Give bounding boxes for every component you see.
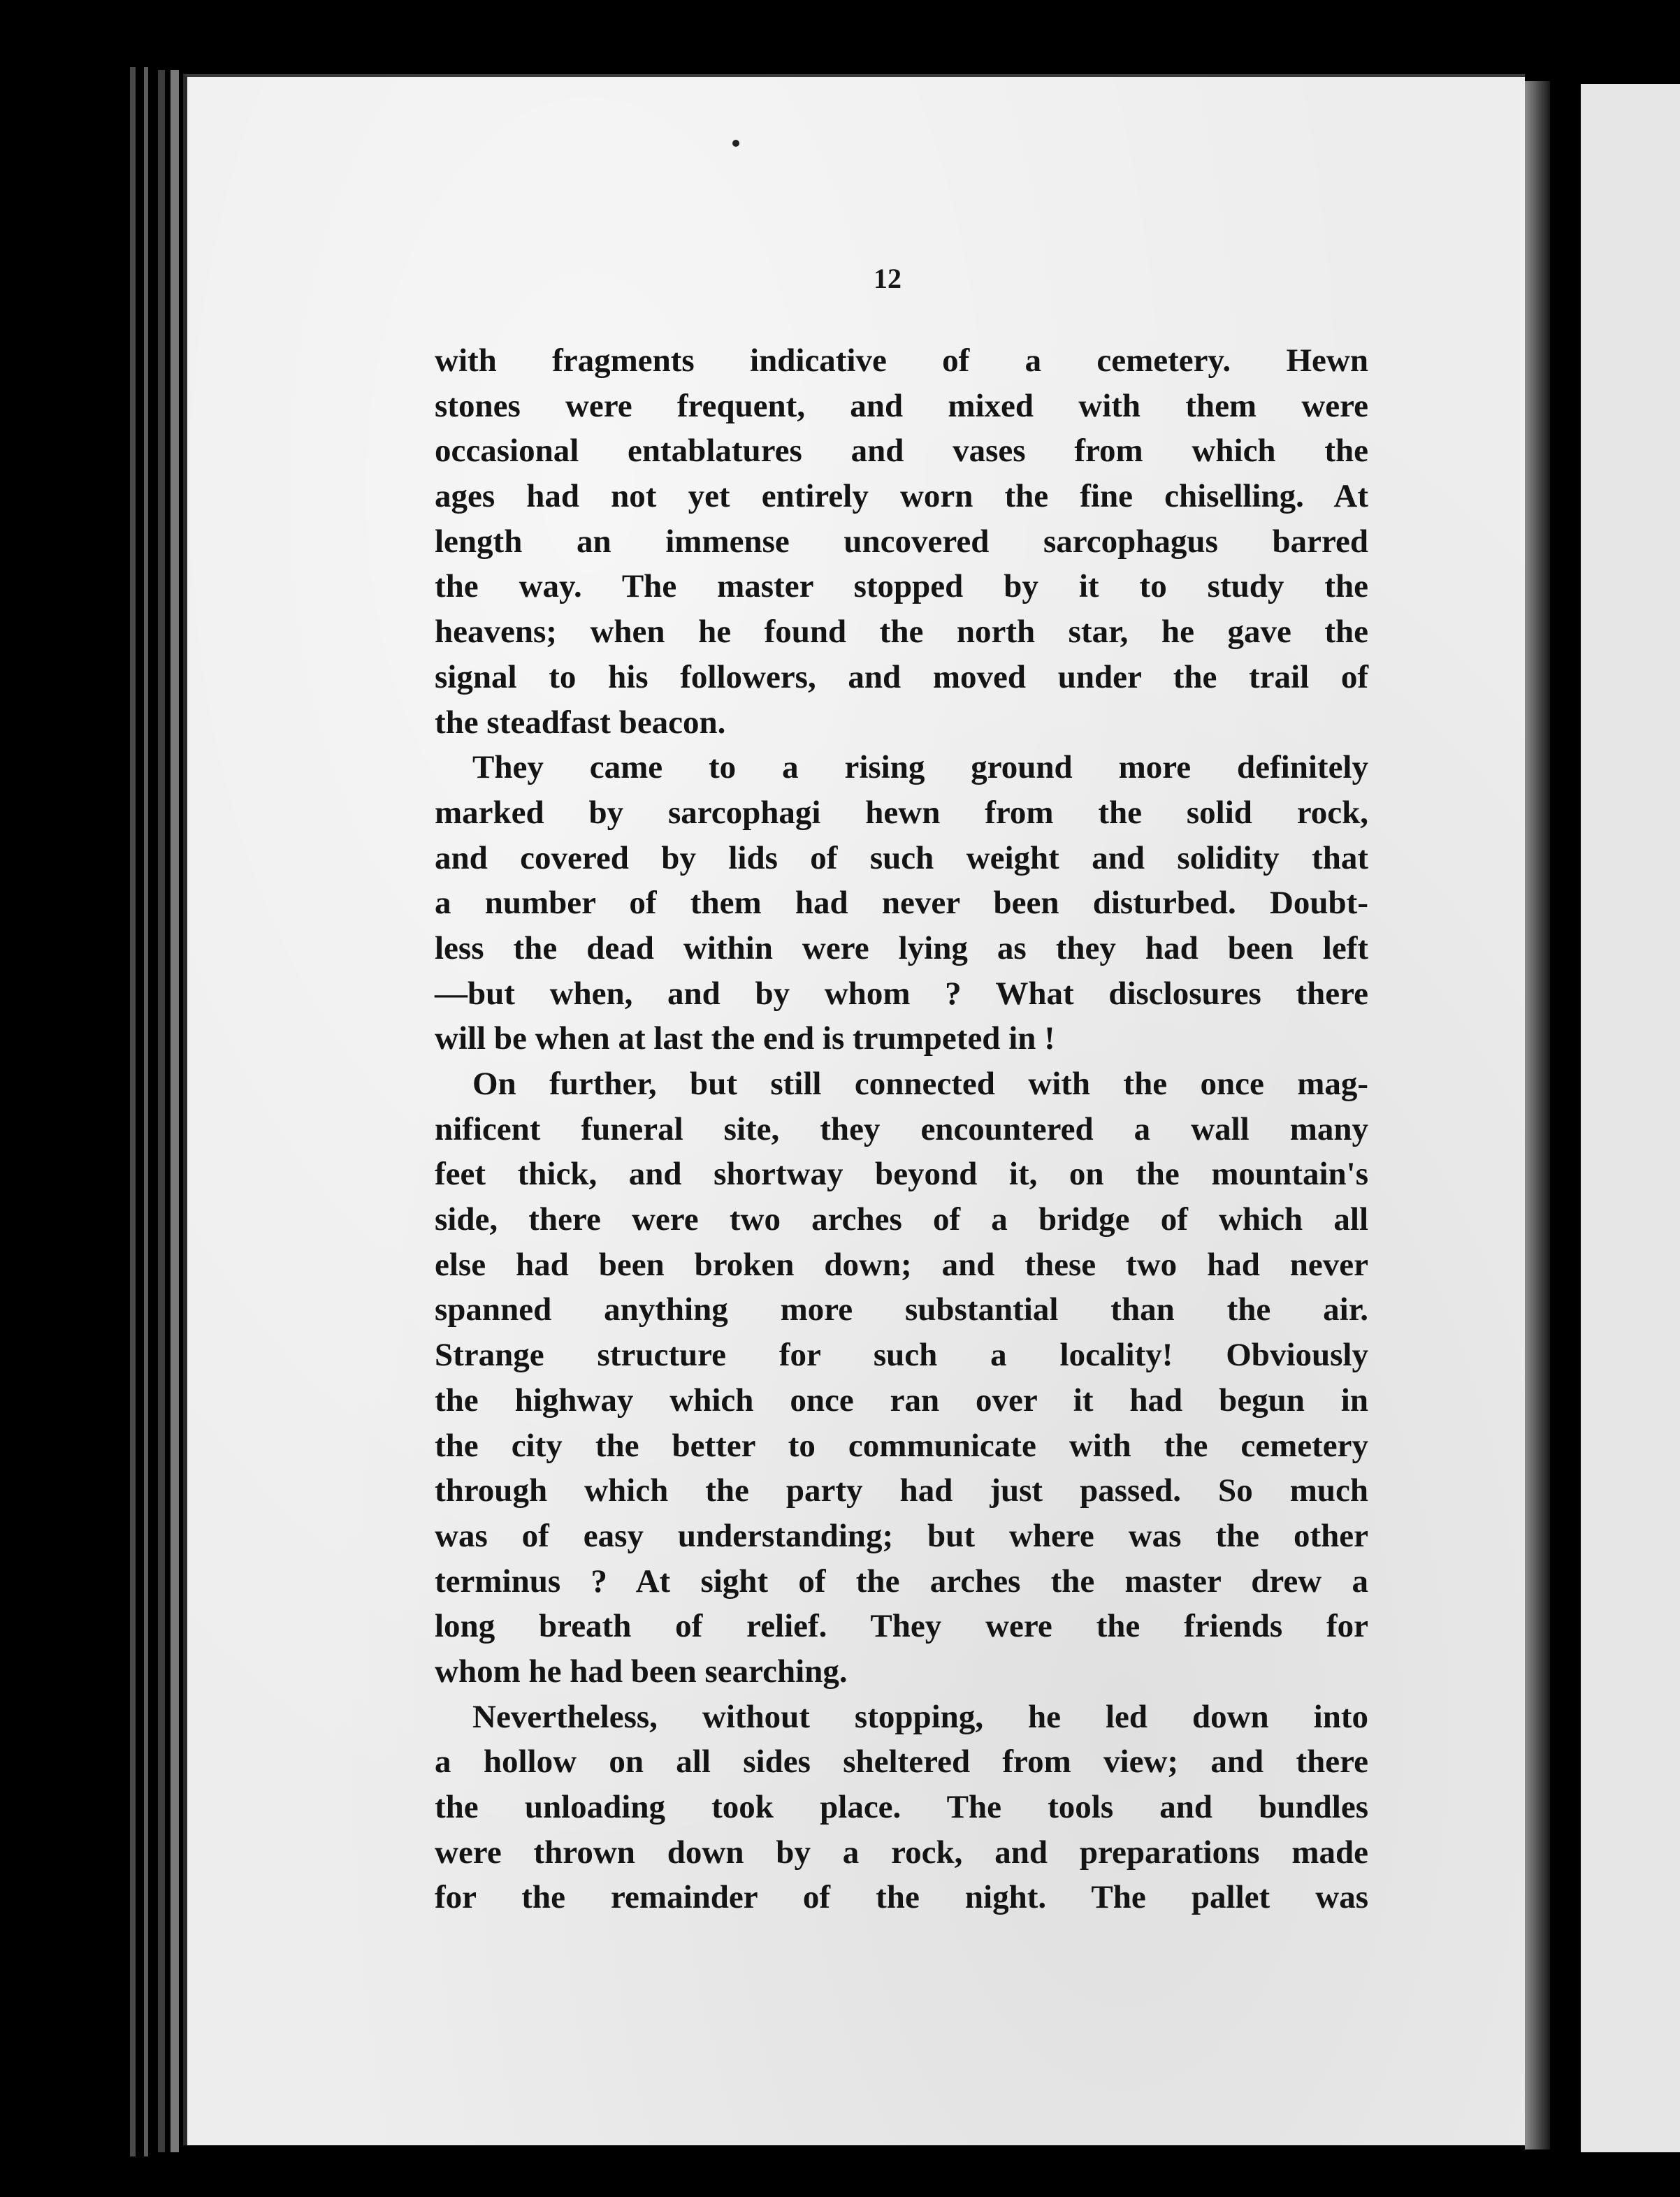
text-line: the city the better to communicate with the cemetery <box>435 1427 1368 1464</box>
text-line: stones were frequent, and mixed with them were <box>435 387 1368 424</box>
text-line: less the dead within were lying as they had been left <box>435 929 1368 966</box>
text-line: terminus ? At sight of the arches the master drew a <box>435 1562 1368 1600</box>
gutter-shadow <box>1525 81 1550 2149</box>
text-line: —but when, and by whom ? What disclosures there <box>435 975 1368 1012</box>
text-line: whom he had been searching. <box>435 1653 848 1690</box>
text-line: They came to a rising ground more definitely <box>472 749 1368 786</box>
text-line: feet thick, and shortway beyond it, on the mountain's <box>435 1156 1368 1193</box>
text-line: a number of them had never been disturbed. Doubt- <box>435 885 1368 922</box>
text-line: the steadfast beacon. <box>435 704 726 741</box>
ink-speck <box>732 140 739 147</box>
text-line: occasional entablatures and vases from which the <box>435 433 1368 470</box>
text-line: and covered by lids of such weight and solidity that <box>435 839 1368 876</box>
page-edge <box>158 70 165 2152</box>
text-line: else had been broken down; and these two had never <box>435 1246 1368 1283</box>
text-line: will be when at last the end is trumpeted in ! <box>435 1020 1055 1057</box>
text-line: for the remainder of the night. The pallet was <box>435 1879 1368 1916</box>
text-line: were thrown down by a rock, and preparations made <box>435 1834 1368 1871</box>
page-number: 12 <box>874 263 901 294</box>
text-line: the highway which once ran over it had begun in <box>435 1382 1368 1419</box>
text-line: the way. The master stopped by it to study the <box>435 568 1368 605</box>
facing-page <box>1581 84 1680 2152</box>
page-edge <box>171 70 179 2152</box>
text-line: Strange structure for such a locality! Obviously <box>435 1337 1368 1374</box>
text-line: the unloading took place. The tools and bundles <box>435 1789 1368 1825</box>
body-text <box>435 338 1368 1920</box>
text-line: length an immense uncovered sarcophagus barred <box>435 523 1368 560</box>
text-line: On further, but still connected with the once mag- <box>472 1066 1368 1102</box>
text-line: nificent funeral site, they encountered a wall many <box>435 1110 1368 1147</box>
text-line: heavens; when he found the north star, he gave the <box>435 614 1368 651</box>
text-line: long breath of relief. They were the friends for <box>435 1608 1368 1645</box>
text-line: was of easy understanding; but where was the other <box>435 1517 1368 1554</box>
text-line: ages had not yet entirely worn the fine chiselling. At <box>435 478 1368 515</box>
text-line: with fragments indicative of a cemetery. Hewn <box>435 342 1368 379</box>
page-edge <box>144 67 148 2156</box>
text-line: signal to his followers, and moved under the trail of <box>435 658 1368 695</box>
text-line: Nevertheless, without stopping, he led down into <box>472 1698 1368 1735</box>
text-line: spanned anything more substantial than the air. <box>435 1291 1368 1328</box>
page-edge <box>130 67 136 2156</box>
text-line: a hollow on all sides sheltered from view; and there <box>435 1743 1368 1781</box>
text-line: through which the party had just passed. So much <box>435 1472 1368 1509</box>
text-line: side, there were two arches of a bridge of which all <box>435 1201 1368 1238</box>
text-line: marked by sarcophagi hewn from the solid rock, <box>435 794 1368 831</box>
